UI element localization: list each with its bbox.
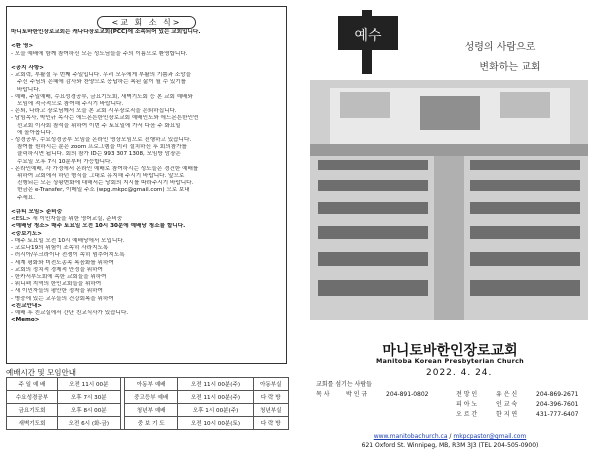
schedule-cell: 금요기도회 — [7, 404, 58, 417]
news-line: - 예배, 주일예배, 수요성경공부, 금요기도회, 새벽기도회 등 본 교회 예배와 — [11, 93, 193, 100]
news-line: - 담임목사, 박인규 목사는 에드몬튼한인장로교회 예배인도와 에드몬튼한인연 — [11, 115, 199, 122]
news-line: - 러시아/우크라이나 전쟁이 속히 멈추어지도록 — [11, 252, 125, 259]
schedule-row — [7, 417, 289, 430]
schedule-table — [6, 377, 289, 430]
news-line: 마니토바한인장로교회는 캐나다장로교회(PCC)에 소속되어 있는 교회입니다. — [11, 29, 201, 35]
schedule-cell: 오후 1시 00분(주) — [178, 404, 253, 417]
news-line: - 성경공부, 수요성경공부 모임을 온라인 영상모임으로 진행하고 있습니다. — [11, 137, 192, 144]
staff-row — [316, 400, 596, 410]
news-line: - 병중에 있는 교우들의 건강회복을 위하여 — [11, 295, 114, 302]
bulletin-cover-page — [300, 0, 600, 456]
church-news-box — [6, 6, 287, 364]
schedule-cell: 오전 10시 00분(토) — [178, 417, 253, 430]
bulletin-date: 2022. 4. 24. — [426, 368, 493, 378]
schedule-cell: 수요성경공부 — [7, 391, 58, 404]
staff-role2: 전 망 인 — [456, 391, 478, 398]
news-title — [11, 10, 282, 29]
contact-footer: www.manitobachurch.ca / mkpcpastor@gmail.com 621 Oxford St. Winnipeg, MB, R3M 3J3 (TEL 204-505-0900) — [300, 432, 600, 450]
schedule-cell: 아동부 예배 — [124, 378, 178, 391]
news-line: - 예배 후 친교실에서 간단 친교식사가 있습니다. — [11, 309, 129, 316]
schedule-cell: 오후 8시 00분 — [57, 404, 120, 417]
news-line: 클릭하시면 됩니다. 회의 참가 ID는 993 307 1308, 모임방 암장은 — [17, 151, 181, 158]
news-line: 위하여 교회에서 하던 형식을 그대로 유지해 주시기 바랍니다. 앞으로 — [17, 173, 185, 180]
staff-rows — [316, 390, 596, 420]
news-title-text: <교 회 소 식> — [97, 16, 197, 29]
website-link[interactable]: www.manitobachurch.ca — [373, 433, 448, 440]
news-line: 참여를 원하시는 분은 zoom 프로그램을 미리 설치하신 후 회의참가를 — [17, 144, 187, 151]
staff-name2: 인 교 숙 — [496, 401, 518, 408]
schedule-cell: 오전 11시 00분(주) — [178, 391, 253, 404]
staff-name2: 유 은 신 — [496, 391, 518, 398]
staff-phone2: 204-869-2671 — [536, 391, 579, 398]
schedule-cell: 오전 11시 00분 — [57, 378, 120, 391]
news-line: 주신 주님의 은혜에 감사와 찬양으로 응답하는 복된 삶이 될 수 있기를 — [17, 79, 187, 86]
news-line: <친교안내> — [11, 302, 42, 309]
news-line: - 은퇴, 나라고 장로님께서 오늘 본 교회 시무장로직을 은퇴하십니다. — [11, 108, 177, 115]
news-line: <공지 사항> — [11, 65, 44, 72]
schedule-cell: 중 보 기 도 — [124, 417, 178, 430]
schedule-cell: 오전 6시 (화-금) — [57, 417, 120, 430]
schedule-cell: 다 락 방 — [253, 417, 288, 430]
news-line — [11, 202, 282, 209]
news-line: <중보기도> — [11, 230, 42, 237]
news-line: - 교회력, 부활절 두 번째 주일입니다. 우리 모두에게 부활의 기쁨과 소망을 — [11, 72, 192, 79]
news-line: 모임에 적극적으로 참여해 주시기 바랍니다. — [17, 101, 124, 108]
church-name: 마니토바한인장로교회 — [382, 343, 518, 359]
news-line: - 코로나19의 위험이 조속히 사라지도록 — [11, 245, 109, 252]
news-line: 바랍니다. — [17, 86, 41, 93]
church-name-english: Manitoba Korean Presbyterian Church — [375, 357, 525, 365]
news-line: - 세계 평화와 미전도종족 복음화를 위하여 — [11, 259, 114, 266]
news-line: - 오늘 예배에 함께 참여하신 모든 성도님들을 주의 이름으로 환영합니다. — [11, 50, 188, 57]
staff-name2: 한 지 연 — [496, 411, 518, 418]
news-line: <큐티 모임> 준비중 — [11, 209, 63, 216]
staff-role2: 피 아 노 — [456, 401, 478, 408]
schedule-cell: 중고등부 예배 — [124, 391, 178, 404]
staff-row — [316, 390, 596, 400]
email-link[interactable]: mkpcpastor@gmail.com — [453, 433, 527, 440]
news-line: - 교회의 정치적 경제적 안정을 위하여 — [11, 266, 103, 273]
news-line: 선교회 이사회 참석을 위하여 이번 주 토요일에 가서 다음 주 화요일 — [17, 122, 181, 129]
news-line: 에 돌아옵니다. — [17, 129, 53, 136]
news-line: - 위니펙 지역의 한인교회들을 위하여 — [11, 281, 102, 288]
logo-text: 예수 — [354, 28, 382, 44]
news-line: - 한카서부노회에 속한 교회들을 위하여 — [11, 273, 107, 280]
sanctuary-photo — [310, 10, 588, 320]
staff-phone2: 204-396-7601 — [536, 401, 579, 408]
news-line: - 매주 토요일 오전 10시 예배당에서 모입니다. — [11, 237, 125, 244]
news-line — [11, 58, 282, 65]
news-lines — [11, 29, 282, 324]
schedule-cell: 주 일 예 배 — [7, 378, 58, 391]
staff-role2: 오 르 간 — [456, 411, 478, 418]
schedule-row — [7, 391, 289, 404]
sanctuary-illustration — [310, 10, 588, 320]
news-line: <예배당 청소> 매주 토요일 오전 10시 30분에 예배당 청소를 합니다. — [11, 223, 186, 230]
staff-role: 목 사 — [316, 391, 330, 398]
news-line: 진행되는 모든 상황변화에 대해서는 당회의 지시를 따라주시기 바랍니다. — [17, 180, 194, 187]
schedule-cell: 새벽기도회 — [7, 417, 58, 430]
schedule-title: 예배시간 및 모임안내 — [6, 368, 76, 377]
news-line: <ESL> 새 이민자들을 위한 영어교실, 준비중 — [11, 216, 123, 223]
staff-heading: 교회를 섬기는 사람들 — [316, 381, 372, 388]
news-line: <Memo> — [11, 317, 40, 324]
staff-name: 박 인 규 — [346, 391, 368, 398]
news-line: <환 영> — [11, 43, 34, 50]
schedule-row — [7, 378, 289, 391]
church-address: 621 Oxford St. Winnipeg, MB, R3M 3J3 (TEL 204-505-0900) — [361, 442, 539, 449]
schedule-cell: 아동부실 — [253, 378, 288, 391]
bulletin-left-page — [0, 0, 292, 456]
schedule-cell: 오후 7시 30분 — [57, 391, 120, 404]
news-line: 헌금은 e-Transfer, 이메일 주소 (wpg.mkpc@gmail.com) 으로 보내 — [17, 187, 190, 194]
schedule-cell: 다 락 방 — [253, 391, 288, 404]
schedule-cell: 청년부 예배 — [124, 404, 178, 417]
schedule-row — [7, 404, 289, 417]
staff-phone2: 431-777-6407 — [536, 411, 579, 418]
news-line: 주세요. — [17, 194, 35, 201]
schedule-cell: 오전 11시 00분(주) — [178, 378, 253, 391]
news-line — [11, 36, 282, 43]
schedule-cell: 청년부실 — [253, 404, 288, 417]
slogan-line-1: 성령의 사람으로 — [464, 42, 536, 53]
news-line: 수요일 오후 7시 10분부터 가능합니다. — [17, 158, 113, 165]
staff-list — [316, 380, 596, 420]
news-line: - 온라인예배, 각 가정에서 온라인 예배로 참여하시는 성도들은 경건한 예배를 — [11, 165, 199, 172]
staff-row — [316, 410, 596, 420]
staff-phone: 204-891-0802 — [386, 391, 429, 398]
slogan-line-2: 변화하는 교회 — [479, 62, 541, 73]
news-line: - 새 이민자들의 평안한 정착을 위하여 — [11, 288, 103, 295]
